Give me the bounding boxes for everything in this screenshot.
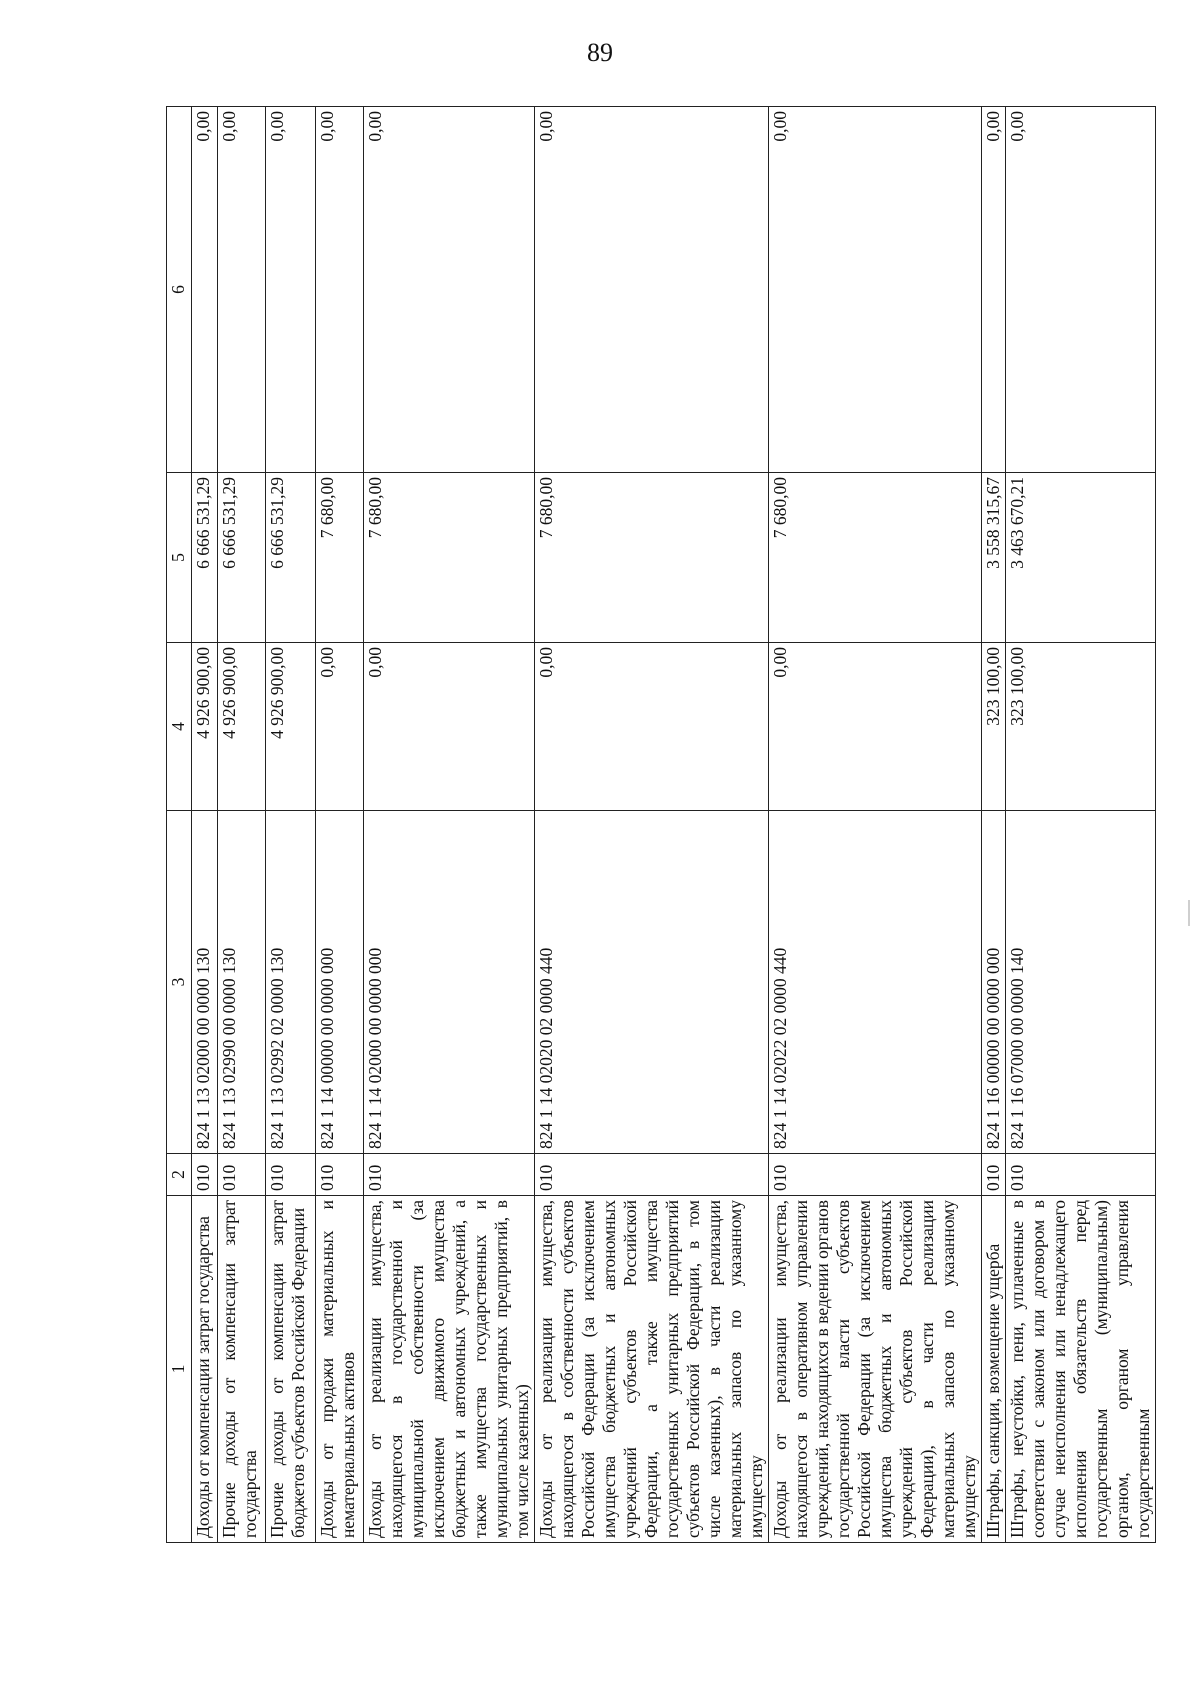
row-name: Штрафы, санкции, возмещение ущерба — [982, 1196, 1006, 1543]
row-col6: 0,00 — [192, 107, 218, 473]
table-row — [364, 107, 535, 1543]
column-header: 4 — [167, 643, 192, 811]
revenue-table — [166, 106, 1156, 1543]
row-name: Штрафы, неустойки, пени, уплаченные в соответствии с законом или договором в случае неисполнения или ненадлежащего исполнения обязательств перед государственным (муниципальным) органом, органом управления государственным — [1006, 1196, 1156, 1543]
row-col4: 4 926 900,00 — [266, 643, 316, 811]
row-col4: 0,00 — [535, 643, 769, 811]
row-col5: 3 558 315,67 — [982, 473, 1006, 643]
row-kbk: 824 1 14 02000 00 0000 000 — [364, 811, 535, 1154]
row-col5: 3 463 670,21 — [1006, 473, 1156, 643]
row-col6: 0,00 — [364, 107, 535, 473]
row-kbk: 824 1 13 02990 00 0000 130 — [218, 811, 266, 1154]
row-col5: 7 680,00 — [364, 473, 535, 643]
row-col4: 4 926 900,00 — [192, 643, 218, 811]
row-code: 010 — [1006, 1154, 1156, 1196]
column-header: 6 — [167, 107, 192, 473]
row-code: 010 — [316, 1154, 364, 1196]
table-row — [218, 107, 266, 1543]
row-col4: 0,00 — [316, 643, 364, 811]
row-code: 010 — [982, 1154, 1006, 1196]
row-col4: 323 100,00 — [1006, 643, 1156, 811]
table-row — [982, 107, 1006, 1543]
row-col5: 7 680,00 — [316, 473, 364, 643]
row-code: 010 — [192, 1154, 218, 1196]
row-kbk: 824 1 14 02022 02 0000 440 — [769, 811, 982, 1154]
row-col5: 6 666 531,29 — [218, 473, 266, 643]
row-col5: 7 680,00 — [535, 473, 769, 643]
column-header: 5 — [167, 473, 192, 643]
column-header: 3 — [167, 811, 192, 1154]
column-header: 1 — [167, 1196, 192, 1543]
row-name: Доходы от реализации имущества, находящегося в собственности субъектов Российской Федерации (за исключением имущества бюджетных и автономных учреждений субъектов Российской Федерации, а также имущества государственных унитарных предприятий субъектов Российской Федерации, в том числе казенных), в части реализации материальных запасов по указанному имуществу — [535, 1196, 769, 1543]
row-code: 010 — [266, 1154, 316, 1196]
column-header: 2 — [167, 1154, 192, 1196]
row-kbk: 824 1 13 02992 02 0000 130 — [266, 811, 316, 1154]
row-name: Прочие доходы от компенсации затрат государства — [218, 1196, 266, 1543]
row-kbk: 824 1 16 07000 00 0000 140 — [1006, 811, 1156, 1154]
row-name: Прочие доходы от компенсации затрат бюджетов субъектов Российской Федерации — [266, 1196, 316, 1543]
column-number-row — [167, 107, 192, 1543]
row-col4: 0,00 — [364, 643, 535, 811]
row-kbk: 824 1 16 00000 00 0000 000 — [982, 811, 1006, 1154]
row-col6: 0,00 — [266, 107, 316, 473]
table-row — [266, 107, 316, 1543]
row-col6: 0,00 — [218, 107, 266, 473]
row-code: 010 — [769, 1154, 982, 1196]
row-col6: 0,00 — [982, 107, 1006, 473]
row-kbk: 824 1 14 00000 00 0000 000 — [316, 811, 364, 1154]
row-col4: 323 100,00 — [982, 643, 1006, 811]
row-name: Доходы от продажи материальных и нематериальных активов — [316, 1196, 364, 1543]
row-col6: 0,00 — [1006, 107, 1156, 473]
page-number: 89 — [587, 38, 613, 67]
row-name: Доходы от реализации имущества, находящегося в государственной и муниципальной собственности (за исключением движимого имущества бюджетных и автономных учреждений, а также имущества государственных и муниципальных унитарных предприятий, в том числе казенных) — [364, 1196, 535, 1543]
table-row — [769, 107, 982, 1543]
rotated-table-wrapper — [166, 107, 1153, 1543]
row-col5: 6 666 531,29 — [192, 473, 218, 643]
row-code: 010 — [535, 1154, 769, 1196]
row-code: 010 — [218, 1154, 266, 1196]
table-row — [535, 107, 769, 1543]
row-col6: 0,00 — [535, 107, 769, 473]
table-row — [316, 107, 364, 1543]
row-col4: 4 926 900,00 — [218, 643, 266, 811]
row-col6: 0,00 — [316, 107, 364, 473]
row-col5: 6 666 531,29 — [266, 473, 316, 643]
row-col5: 7 680,00 — [769, 473, 982, 643]
scan-mark — [1188, 900, 1190, 926]
row-code: 010 — [364, 1154, 535, 1196]
row-col6: 0,00 — [769, 107, 982, 473]
row-kbk: 824 1 13 02000 00 0000 130 — [192, 811, 218, 1154]
row-name: Доходы от компенсации затрат государства — [192, 1196, 218, 1543]
table-row — [192, 107, 218, 1543]
table-row — [1006, 107, 1156, 1543]
row-name: Доходы от реализации имущества, находящегося в оперативном управлении учреждений, находящихся в ведении органов государственной власти субъектов Российской Федерации (за исключением имущества бюджетных и автономных учреждений субъектов Российской Федерации), в части реализации материальных запасов по указанному имуществу — [769, 1196, 982, 1543]
row-col4: 0,00 — [769, 643, 982, 811]
row-kbk: 824 1 14 02020 02 0000 440 — [535, 811, 769, 1154]
